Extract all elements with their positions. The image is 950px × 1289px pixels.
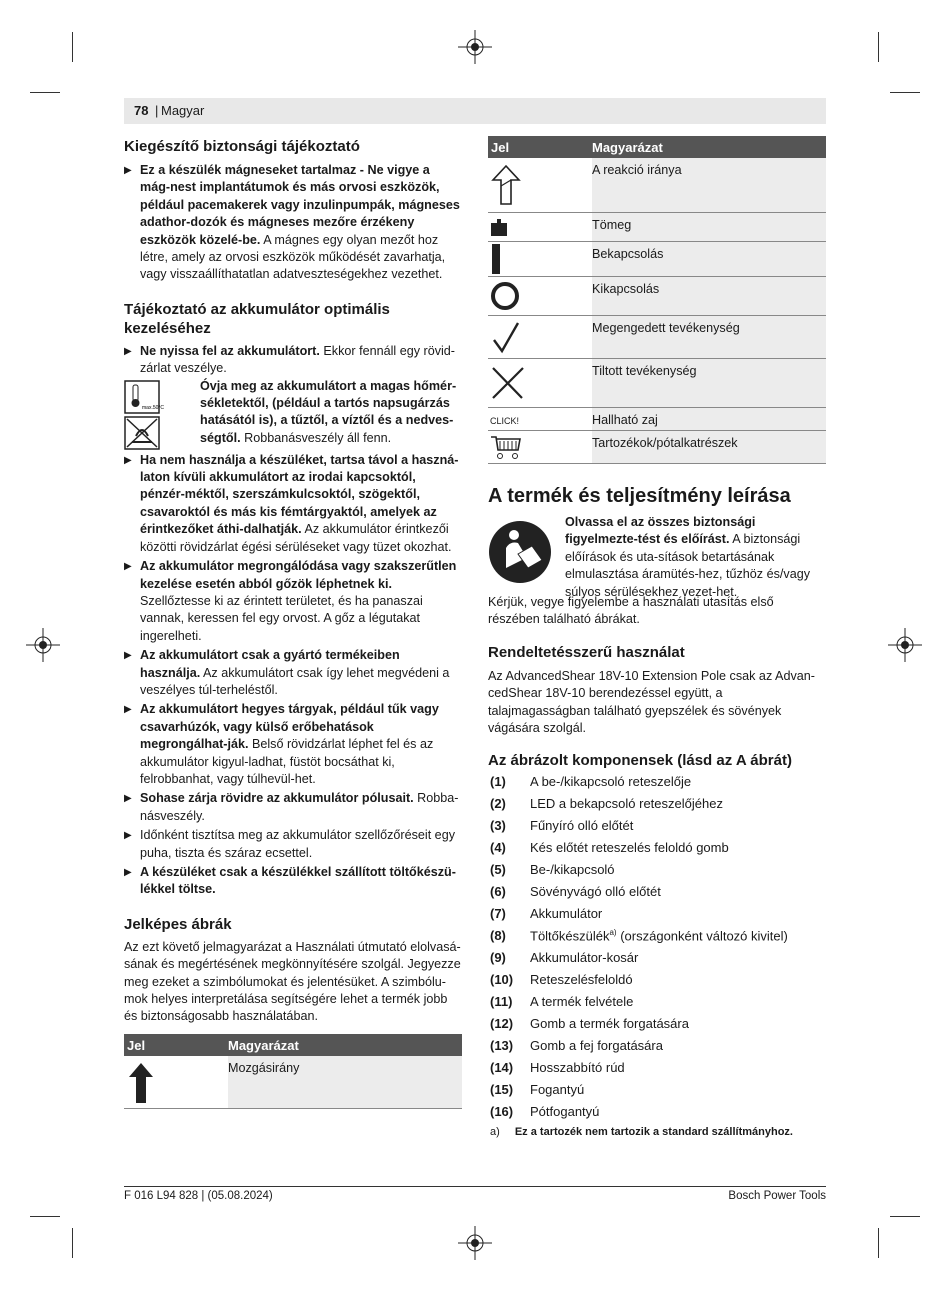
cross-icon xyxy=(490,365,526,401)
movement-direction-icon xyxy=(126,1061,156,1105)
section-title: Tájékoztató az akkumulátor optimális kezeléséhez xyxy=(124,300,390,337)
item-number: (7) xyxy=(490,906,506,921)
read-manual-icon xyxy=(488,520,552,584)
bullet-text: Szellőztesse ki az érintett területet, és ha panaszai vannak, keressen fel egy orvost. A gőz a légutakat ingerelheti. xyxy=(140,593,423,643)
table-cell: Megengedett tevékenység xyxy=(592,316,826,358)
warning-normal: Robbanásveszély áll fenn. xyxy=(240,430,392,445)
item-label: Reteszelésfeloldó xyxy=(530,972,633,987)
section-heading: A termék és teljesítmény leírása xyxy=(488,485,791,507)
warning-bold: Olvassa el az összes biztonsági figyelmezte-tést és előírást. xyxy=(565,515,756,547)
list-item xyxy=(124,701,462,788)
crop-mark xyxy=(890,1216,920,1217)
item-label: Akkumulátor xyxy=(530,906,603,921)
power-off-icon xyxy=(490,281,522,311)
temp-label: max.50°C xyxy=(142,404,165,411)
list-item xyxy=(124,343,462,378)
list-item xyxy=(124,558,462,645)
list-item xyxy=(124,827,462,862)
bullet-bold: Az akkumulátort csak a gyártó termékeiben használja. xyxy=(140,648,400,680)
warning-text xyxy=(200,378,462,448)
table-header-cell: Jel xyxy=(127,1037,146,1053)
table-cell: Tömeg xyxy=(592,213,826,241)
item-label: Gomb a fej forgatására xyxy=(530,1038,663,1053)
symbol-table xyxy=(488,136,826,464)
item-label: A termék felvétele xyxy=(530,994,634,1009)
table-cell: Bekapcsolás xyxy=(592,242,826,276)
bullet-text: Időnként tisztítsa meg az akkumulátor szellőzőréseit egy puha, tiszta és száraz ecsettel. xyxy=(140,828,455,860)
item-label-extra: (országonként változó kivitel) xyxy=(616,928,788,944)
table-row xyxy=(488,213,826,242)
click-icon: CLICK! xyxy=(490,416,520,426)
item-number: (10) xyxy=(490,972,514,987)
table-row xyxy=(488,408,826,431)
footnote-text: Ez a tartozék nem tartozik a standard szállítmányhoz. xyxy=(514,1126,793,1138)
crop-mark xyxy=(72,32,73,62)
power-on-icon xyxy=(490,244,504,274)
crop-mark xyxy=(878,32,879,62)
page-number: 78 xyxy=(134,103,149,118)
item-number: (9) xyxy=(490,950,506,965)
right-column xyxy=(488,136,826,770)
item-label-main: Töltőkészülék xyxy=(530,928,610,944)
reaction-direction-icon xyxy=(490,164,522,206)
table-row xyxy=(488,316,826,359)
table-header xyxy=(124,1034,462,1056)
warning-text xyxy=(565,514,826,601)
crop-mark xyxy=(890,92,920,93)
item-label: Hosszabbító rúd xyxy=(530,1060,625,1075)
bullet-bold: Ha nem használja a készüléket, tartsa távol a haszná-laton kívüli akkumulátort az irodai kapcsoktól, pénzér-méktől, szerszámkulcsoktól, szögektől, csavaroktól és más kis fémtárgyaktól, amelyek az érintkezőket áthi-dalhatják. xyxy=(140,452,459,537)
bullet-text: Robba-násveszély. xyxy=(140,791,459,823)
checkmark-icon xyxy=(490,320,522,354)
table-cell: Tartozékok/pótalkatrészek xyxy=(592,431,826,463)
section-text: Az ezt követő jelmagyarázat a Használati útmutató elolvasá-sának és megértésének megkönnyítésére szolgál. Jegyezze meg ezeket a szimbólumokat és jelentésüket. A szimbólu-mok helyes interpretálása segítségére lehet a termék jobb és biztonságosabb használatában. xyxy=(124,939,461,1024)
list-item xyxy=(124,647,462,699)
crop-mark xyxy=(878,1228,879,1258)
bullet-bold: Sohase zárja rövidre az akkumulátor pólusait. xyxy=(140,791,414,806)
item-label: Gomb a termék forgatására xyxy=(530,1016,689,1031)
symbol-table xyxy=(124,1034,462,1109)
table-header-cell: Magyarázat xyxy=(592,140,663,155)
item-number: (6) xyxy=(490,884,506,899)
table-row xyxy=(488,359,826,408)
temperature-icon xyxy=(124,380,165,414)
bullet-text: Belső rövidzárlat léphet fel és az akkumulátor kigyul-ladhat, füstöt bocsáthat ki, felrobbanhat, vagy túlhevül-het. xyxy=(140,737,434,786)
bullet-bold: Ez a készülék mágneseket tartalmaz - Ne vigye a mág-nest implantátumok és más orvosi eszközök, például pacemakerek vagy inzulinpumpák, mágneses adathor-dozók és mágneses mezőre érzékeny eszközök közelé-be. xyxy=(140,163,460,247)
table-cell: A reakció iránya xyxy=(592,158,826,212)
table-cell: Mozgásirány xyxy=(228,1056,462,1108)
item-number: (13) xyxy=(490,1038,514,1053)
section-title: Az ábrázolt komponensek (lásd az A ábrát) xyxy=(488,752,792,770)
table-cell: Tiltott tevékenység xyxy=(592,359,826,407)
footer-doc-id: F 016 L94 828 | (05.08.2024) xyxy=(124,1190,273,1202)
item-number: (8) xyxy=(490,928,506,943)
item-label: Be-/kikapcsoló xyxy=(530,862,615,877)
left-column xyxy=(124,137,462,1109)
item-label: Fűnyíró olló előtét xyxy=(530,818,634,833)
item-label: LED a bekapcsoló reteszelőjéhez xyxy=(530,796,723,811)
footnote-ref: a) xyxy=(609,928,617,937)
list-item xyxy=(124,162,462,284)
header-language: Magyar xyxy=(161,103,205,118)
item-number: (11) xyxy=(490,994,513,1009)
item-label: Kés előtét reteszelés feloldó gomb xyxy=(530,840,729,855)
table-row xyxy=(488,431,826,464)
footer-divider xyxy=(124,1186,826,1187)
footer-brand: Bosch Power Tools xyxy=(728,1190,826,1202)
section-title: Jelképes ábrák xyxy=(124,915,232,933)
footnote-mark: a) xyxy=(490,1126,500,1138)
weight-icon xyxy=(490,219,510,237)
registration-mark-icon xyxy=(458,1226,492,1260)
item-number: (15) xyxy=(490,1082,514,1097)
bullet-text: A mágnes egy olyan mezőt hoz létre, amely az orvosi eszközök működését zavarhatja, vagy visszaállíthatatlan adatveszteségekhez vezethet. xyxy=(140,232,446,282)
section-text: Az AdvancedShear 18V-10 Extension Pole csak az Advan-cedShear 18V-10 berendezéssel együtt, a talajmagasságban található gyepszélek és sövények vágására szolgál. xyxy=(488,668,815,736)
table-row xyxy=(488,158,826,213)
crop-mark xyxy=(30,1216,60,1217)
table-cell: Hallható zaj xyxy=(592,408,826,430)
item-number: (14) xyxy=(490,1060,514,1075)
warning-normal: A biztonsági előírások és uta-sítások betartásának elmulasztása áramütés-hez, tűzhöz és/vagy súlyos sérülésekhez vezet-het. xyxy=(565,532,810,599)
item-number: (12) xyxy=(490,1016,514,1031)
crop-mark xyxy=(72,1228,73,1258)
item-label: Fogantyú xyxy=(530,1082,585,1097)
item-number: (3) xyxy=(490,818,506,833)
warning-block xyxy=(488,514,826,599)
item-number: (16) xyxy=(490,1104,514,1119)
item-number: (4) xyxy=(490,840,506,855)
list-item xyxy=(124,864,462,899)
warning-block xyxy=(124,378,462,448)
table-header xyxy=(488,136,826,158)
section-title: Kiegészítő biztonsági tájékoztató xyxy=(124,138,360,155)
bullet-bold: Az akkumulátor megrongálódása vagy szakszerűtlen kezelése esetén abból gőzök léphetnek ki. xyxy=(140,559,457,591)
footnote xyxy=(490,1126,793,1138)
bullet-bold: Ne nyissa fel az akkumulátort. xyxy=(140,343,320,358)
note-text: Kérjük, vegye figyelembe a használati utasítás első részében található ábrákat. xyxy=(488,595,774,627)
bullet-text: Az akkumulátort csak így lehet megvédeni a veszélyes túl-terheléstől. xyxy=(140,665,450,697)
bullet-bold: Az akkumulátort hegyes tárgyak, például tűk vagy csavarhúzók, vagy külső erőbehatások megrongálhat-ják. xyxy=(140,702,439,752)
item-label: Akkumulátor-kosár xyxy=(530,950,639,965)
item-number: (5) xyxy=(490,862,506,877)
page-header xyxy=(124,98,826,124)
item-label: Sövényvágó olló előtét xyxy=(530,884,661,899)
crop-mark xyxy=(30,92,60,93)
no-fire-water-icon xyxy=(124,416,160,450)
table-row xyxy=(488,277,826,316)
list-item xyxy=(124,452,462,556)
table-row xyxy=(488,242,826,277)
item-label: Pótfogantyú xyxy=(530,1104,600,1119)
item-number: (2) xyxy=(490,796,506,811)
registration-mark-icon xyxy=(888,628,922,662)
bullet-text: Ekkor fennáll egy rövid-zárlat veszélye. xyxy=(140,343,455,376)
header-separator: | xyxy=(155,103,159,118)
list-item xyxy=(124,790,462,825)
item-label: A be-/kikapcsoló reteszelője xyxy=(530,774,692,789)
section-title: Rendeltetésszerű használat xyxy=(488,643,685,661)
bullet-text: Az akkumulátor érintkezői közötti rövidzárlat égési sérüléseket vagy tüzet okozhat. xyxy=(140,522,452,554)
shopping-cart-icon xyxy=(490,434,522,460)
table-header-cell: Magyarázat xyxy=(228,1037,299,1053)
registration-mark-icon xyxy=(26,628,60,662)
bullet-bold: A készüléket csak a készülékkel szállított töltőkészü-lékkel töltse. xyxy=(140,865,456,897)
table-cell: Kikapcsolás xyxy=(592,277,826,315)
registration-mark-icon xyxy=(458,30,492,64)
item-label xyxy=(530,928,788,943)
table-header-cell: Jel xyxy=(491,140,510,155)
item-number: (1) xyxy=(490,774,506,789)
table-row xyxy=(124,1056,462,1109)
warning-bold: Óvja meg az akkumulátort a magas hőmér-sékletektől, (például a tartós napsugárzás hatásától is), a tűztől, a víztől és a nedves-ségtől. xyxy=(200,378,457,445)
components-list xyxy=(490,774,826,1124)
